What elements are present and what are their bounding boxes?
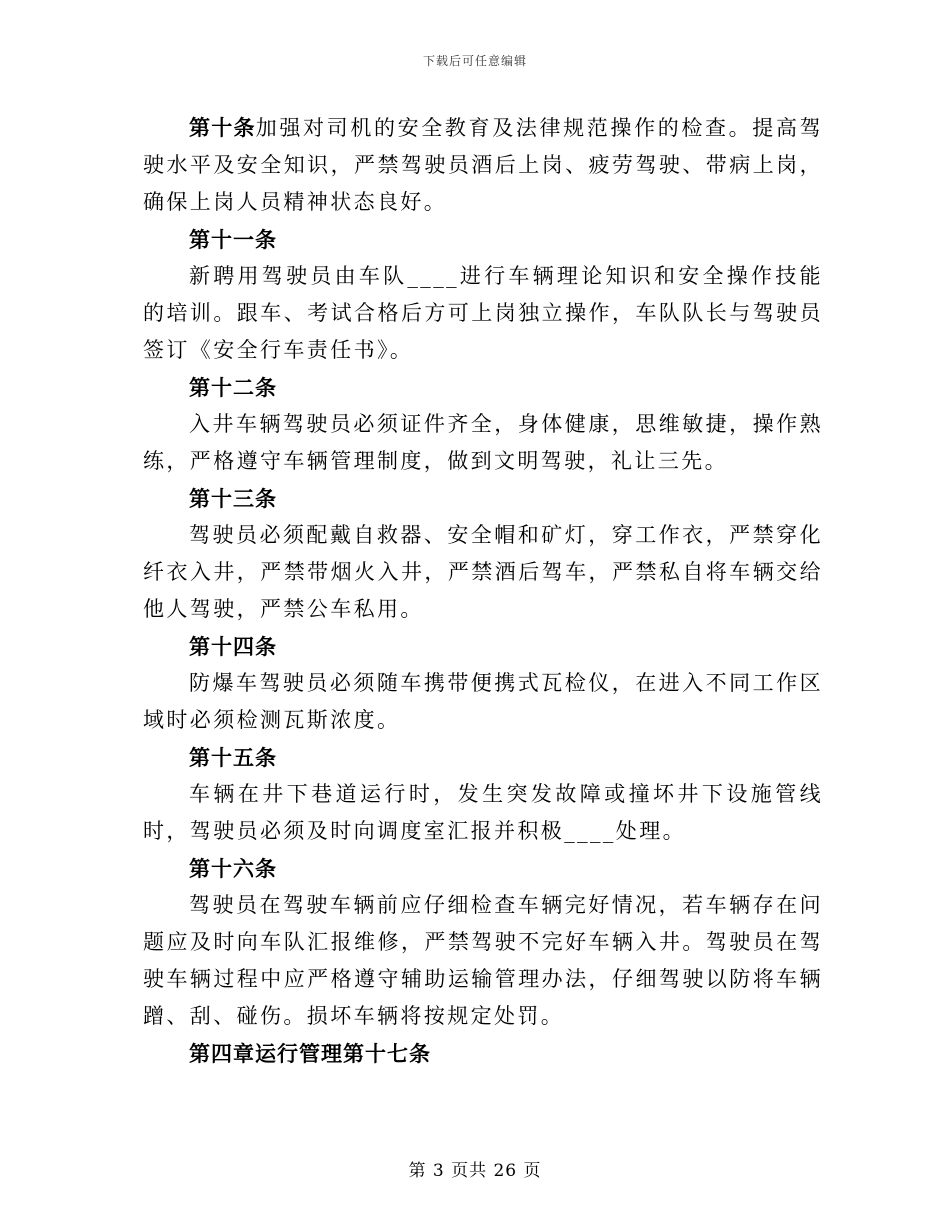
article-15-title: 第十五条 [189, 745, 277, 770]
header-note: 下载后可任意编辑 [422, 54, 527, 68]
chapter-4-title: 第四章运行管理第十七条 [189, 1041, 431, 1066]
article-16-text: 驾驶员在驾驶车辆前应仔细检查车辆完好情况，若车辆存在问题应及时向车队汇报维修，严禁驾驶不完好车辆入井。驾驶员在驾驶车辆过程中应严格遵守辅助运输管理办法，仔细驾驶以防将车辆蹭、刮、碰伤。损坏车辆将按规定处罚。 [143, 893, 823, 1028]
page-number: 第 3 页共 26 页 [408, 1161, 542, 1181]
article-10-text: 加强对司机的安全教育及法律规范操作的检查。提高驾驶水平及安全知识，严禁驾驶员酒后上岗、疲劳驾驶、带病上岗，确保上岗人员精神状态良好。 [143, 116, 824, 214]
article-14-title: 第十四条 [189, 634, 277, 659]
article-10 [143, 109, 823, 221]
article-12-title: 第十二条 [189, 375, 277, 400]
article-13-title: 第十三条 [189, 486, 277, 511]
article-14-text: 防爆车驾驶员必须随车携带便携式瓦检仪，在进入不同工作区域时必须检测瓦斯浓度。 [143, 671, 823, 732]
article-16-title: 第十六条 [189, 856, 277, 881]
article-12-text: 入井车辆驾驶员必须证件齐全，身体健康，思维敏捷，操作熟练，严格遵守车辆管理制度，做到文明驾驶，礼让三先。 [143, 412, 823, 473]
article-10-title: 第十条 [189, 115, 256, 140]
article-11-text: 新聘用驾驶员由车队____进行车辆理论知识和安全操作技能的培训。跟车、考试合格后方可上岗独立操作，车队队长与驾驶员签订《安全行车责任书》。 [143, 264, 823, 362]
article-15-text: 车辆在井下巷道运行时，发生突发故障或撞坏井下设施管线时，驾驶员必须及时向调度室汇报并积极____处理。 [143, 782, 823, 843]
document-body [143, 109, 823, 1072]
article-13-text: 驾驶员必须配戴自救器、安全帽和矿灯，穿工作衣，严禁穿化纤衣入井，严禁带烟火入井，严禁酒后驾车，严禁私自将车辆交给他人驾驶，严禁公车私用。 [143, 523, 823, 621]
article-11-title: 第十一条 [189, 227, 277, 252]
